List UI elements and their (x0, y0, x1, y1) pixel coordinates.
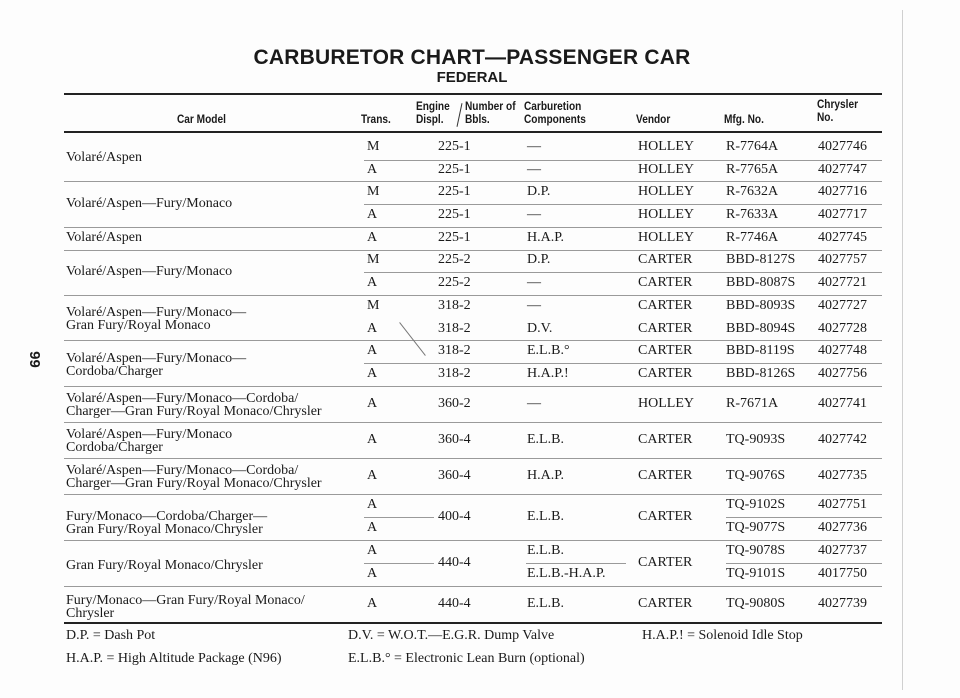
components-cell: D.P. (527, 252, 551, 267)
components-cell: — (527, 139, 541, 154)
chrysler-no-cell: 4027728 (818, 321, 867, 336)
vendor-cell: CARTER (638, 298, 693, 313)
row-divider (64, 586, 882, 587)
mfg-no-cell: TQ-9093S (726, 432, 786, 447)
vendor-cell: HOLLEY (638, 162, 694, 177)
trans-cell: A (367, 343, 378, 358)
chrysler-no-cell: 4027721 (818, 275, 867, 290)
header-bbls-l1: Number of (465, 101, 516, 113)
header-chrysler-l2: No. (817, 112, 834, 124)
row-divider (64, 295, 882, 296)
mfg-no-cell: BBD-8119S (726, 343, 795, 358)
row-divider (364, 363, 882, 364)
row-divider (64, 494, 882, 495)
trans-cell: M (367, 298, 380, 313)
chrysler-no-cell: 4027748 (818, 343, 867, 358)
header-top-rule (64, 93, 882, 95)
mfg-no-cell: BBD-8087S (726, 275, 796, 290)
row-divider (526, 563, 626, 564)
engine-cell: 318-2 (438, 343, 471, 358)
trans-cell: A (367, 275, 378, 290)
components-cell: D.V. (527, 321, 553, 336)
mfg-no-cell: BBD-8093S (726, 298, 796, 313)
mfg-no-cell: TQ-9076S (726, 468, 786, 483)
row-divider (726, 563, 882, 564)
row-divider (64, 422, 882, 423)
engine-cell: 225-2 (438, 252, 471, 267)
row-divider (64, 340, 882, 341)
chrysler-no-cell: 4027746 (818, 139, 867, 154)
components-cell: H.A.P.! (527, 366, 569, 381)
trans-cell: M (367, 252, 380, 267)
engine-cell: 440-4 (438, 555, 471, 570)
engine-cell: 225-1 (438, 207, 471, 222)
trans-cell: A (367, 497, 378, 512)
engine-cell: 225-1 (438, 139, 471, 154)
components-cell: E.L.B. (527, 596, 564, 611)
vendor-cell: CARTER (638, 509, 693, 524)
trans-cell: A (367, 543, 378, 558)
table-bottom-rule (64, 622, 882, 624)
row-divider (64, 250, 882, 251)
engine-cell: 225-1 (438, 230, 471, 245)
chrysler-no-cell: 4027745 (818, 230, 867, 245)
components-cell: — (527, 162, 541, 177)
trans-cell: A (367, 230, 378, 245)
header-engine-l1: Engine (416, 101, 450, 113)
model-cell: Volaré/Aspen—Fury/Monaco—Cordoba/ Charger—Gran Fury/Royal Monaco/Chrysler (66, 391, 322, 419)
vendor-cell: HOLLEY (638, 139, 694, 154)
document-subtitle: FEDERAL (436, 69, 508, 86)
engine-cell: 360-2 (438, 396, 471, 411)
mfg-no-cell: TQ-9077S (726, 520, 786, 535)
document-title: CARBURETOR CHART—PASSENGER CAR (253, 46, 691, 69)
mfg-no-cell: BBD-8126S (726, 366, 796, 381)
components-cell: E.L.B.-H.A.P. (527, 566, 606, 581)
engine-cell: 360-4 (438, 468, 471, 483)
chrysler-no-cell: 4027716 (818, 184, 867, 199)
components-cell: D.P. (527, 184, 551, 199)
engine-cell: 440-4 (438, 596, 471, 611)
engine-cell: 225-1 (438, 162, 471, 177)
vendor-cell: CARTER (638, 321, 693, 336)
row-divider (64, 458, 882, 459)
components-cell: — (527, 207, 541, 222)
header-vendor: Vendor (636, 114, 671, 126)
row-divider (64, 181, 882, 182)
model-cell: Volaré/Aspen—Fury/Monaco (66, 264, 233, 279)
mfg-no-cell: R-7632A (726, 184, 779, 199)
vendor-cell: HOLLEY (638, 207, 694, 222)
model-cell: Gran Fury/Royal Monaco/Chrysler (66, 558, 263, 573)
header-car-model: Car Model (177, 114, 226, 126)
header-bbls-l2: Bbls. (465, 114, 490, 126)
trans-cell: A (367, 520, 378, 535)
components-cell: — (527, 298, 541, 313)
chrysler-no-cell: 4017750 (818, 566, 867, 581)
header-carb-l2: Components (524, 114, 586, 126)
engine-cell: 318-2 (438, 321, 471, 336)
vendor-cell: HOLLEY (638, 230, 694, 245)
engine-cell: 400-4 (438, 509, 471, 524)
vendor-cell: CARTER (638, 275, 693, 290)
row-divider (726, 517, 882, 518)
engine-cell: 318-2 (438, 366, 471, 381)
trans-cell: A (367, 432, 378, 447)
legend-dv: D.V. = W.O.T.—E.G.R. Dump Valve (348, 628, 555, 643)
trans-cell: A (367, 596, 378, 611)
mfg-no-cell: BBD-8094S (726, 321, 796, 336)
model-cell: Volaré/Aspen—Fury/Monaco— Cordoba/Charger (66, 351, 247, 379)
chrysler-no-cell: 4027742 (818, 432, 867, 447)
vendor-cell: CARTER (638, 366, 693, 381)
legend-dp: D.P. = Dash Pot (66, 628, 156, 643)
components-cell: H.A.P. (527, 468, 564, 483)
chrysler-no-cell: 4027747 (818, 162, 867, 177)
chrysler-no-cell: 4027736 (818, 520, 867, 535)
trans-cell: M (367, 139, 380, 154)
row-divider (364, 204, 882, 205)
vendor-cell: CARTER (638, 596, 693, 611)
mfg-no-cell: TQ-9078S (726, 543, 786, 558)
row-divider (64, 227, 882, 228)
model-cell: Volaré/Aspen (66, 230, 142, 245)
components-cell: H.A.P. (527, 230, 564, 245)
right-page-edge (902, 10, 903, 690)
chrysler-no-cell: 4027735 (818, 468, 867, 483)
header-mfg: Mfg. No. (724, 114, 764, 126)
mfg-no-cell: TQ-9102S (726, 497, 786, 512)
header-carb-l1: Carburetion (524, 101, 582, 113)
mfg-no-cell: TQ-9080S (726, 596, 786, 611)
mfg-no-cell: R-7764A (726, 139, 779, 154)
legend-hap: H.A.P. = High Altitude Package (N96) (66, 651, 282, 666)
engine-cell: 225-2 (438, 275, 471, 290)
engine-cell: 360-4 (438, 432, 471, 447)
mfg-no-cell: BBD-8127S (726, 252, 796, 267)
trans-cell: A (367, 468, 378, 483)
header-trans: Trans. (361, 114, 391, 126)
mfg-no-cell: R-7633A (726, 207, 779, 222)
mfg-no-cell: R-7746A (726, 230, 779, 245)
legend-elb: E.L.B.° = Electronic Lean Burn (optional) (348, 651, 585, 666)
page-number: 99 (25, 351, 43, 368)
model-cell: Volaré/Aspen—Fury/Monaco (66, 196, 233, 211)
handwritten-mark (399, 322, 426, 356)
model-cell: Fury/Monaco—Gran Fury/Royal Monaco/ Chrysler (66, 593, 305, 621)
vendor-cell: CARTER (638, 252, 693, 267)
row-divider (64, 540, 882, 541)
header-engine-l2: Displ. (416, 114, 444, 126)
row-divider (364, 272, 882, 273)
chrysler-no-cell: 4027757 (818, 252, 867, 267)
mfg-no-cell: TQ-9101S (726, 566, 786, 581)
chrysler-no-cell: 4027756 (818, 366, 867, 381)
engine-cell: 225-1 (438, 184, 471, 199)
trans-cell: M (367, 184, 380, 199)
vendor-cell: CARTER (638, 432, 693, 447)
model-cell: Volaré/Aspen—Fury/Monaco Cordoba/Charger (66, 427, 233, 455)
trans-cell: A (367, 566, 378, 581)
row-divider (364, 517, 434, 518)
components-cell: E.L.B. (527, 432, 564, 447)
row-divider (64, 386, 882, 387)
model-cell: Volaré/Aspen—Fury/Monaco— Gran Fury/Royal Monaco (66, 305, 247, 333)
chrysler-no-cell: 4027739 (818, 596, 867, 611)
vendor-cell: CARTER (638, 555, 693, 570)
row-divider (364, 160, 882, 161)
vendor-cell: HOLLEY (638, 396, 694, 411)
legend-hap-sis: H.A.P.! = Solenoid Idle Stop (642, 628, 803, 643)
header-slash (457, 103, 463, 127)
model-cell: Volaré/Aspen—Fury/Monaco—Cordoba/ Charger—Gran Fury/Royal Monaco/Chrysler (66, 463, 322, 491)
header-chrysler-l1: Chrysler (817, 99, 859, 111)
chrysler-no-cell: 4027737 (818, 543, 867, 558)
components-cell: E.L.B. (527, 543, 564, 558)
header-bottom-rule (64, 131, 882, 133)
chrysler-no-cell: 4027717 (818, 207, 867, 222)
trans-cell: A (367, 321, 378, 336)
components-cell: E.L.B.° (527, 343, 570, 358)
engine-cell: 318-2 (438, 298, 471, 313)
model-cell: Volaré/Aspen (66, 150, 142, 165)
components-cell: — (527, 275, 541, 290)
trans-cell: A (367, 366, 378, 381)
components-cell: — (527, 396, 541, 411)
chrysler-no-cell: 4027741 (818, 396, 867, 411)
vendor-cell: CARTER (638, 468, 693, 483)
trans-cell: A (367, 396, 378, 411)
mfg-no-cell: R-7671A (726, 396, 779, 411)
row-divider (364, 563, 434, 564)
model-cell: Fury/Monaco—Cordoba/Charger— Gran Fury/Royal Monaco/Chrysler (66, 509, 268, 537)
vendor-cell: CARTER (638, 343, 693, 358)
vendor-cell: HOLLEY (638, 184, 694, 199)
components-cell: E.L.B. (527, 509, 564, 524)
chrysler-no-cell: 4027727 (818, 298, 867, 313)
chrysler-no-cell: 4027751 (818, 497, 867, 512)
mfg-no-cell: R-7765A (726, 162, 779, 177)
trans-cell: A (367, 162, 378, 177)
trans-cell: A (367, 207, 378, 222)
